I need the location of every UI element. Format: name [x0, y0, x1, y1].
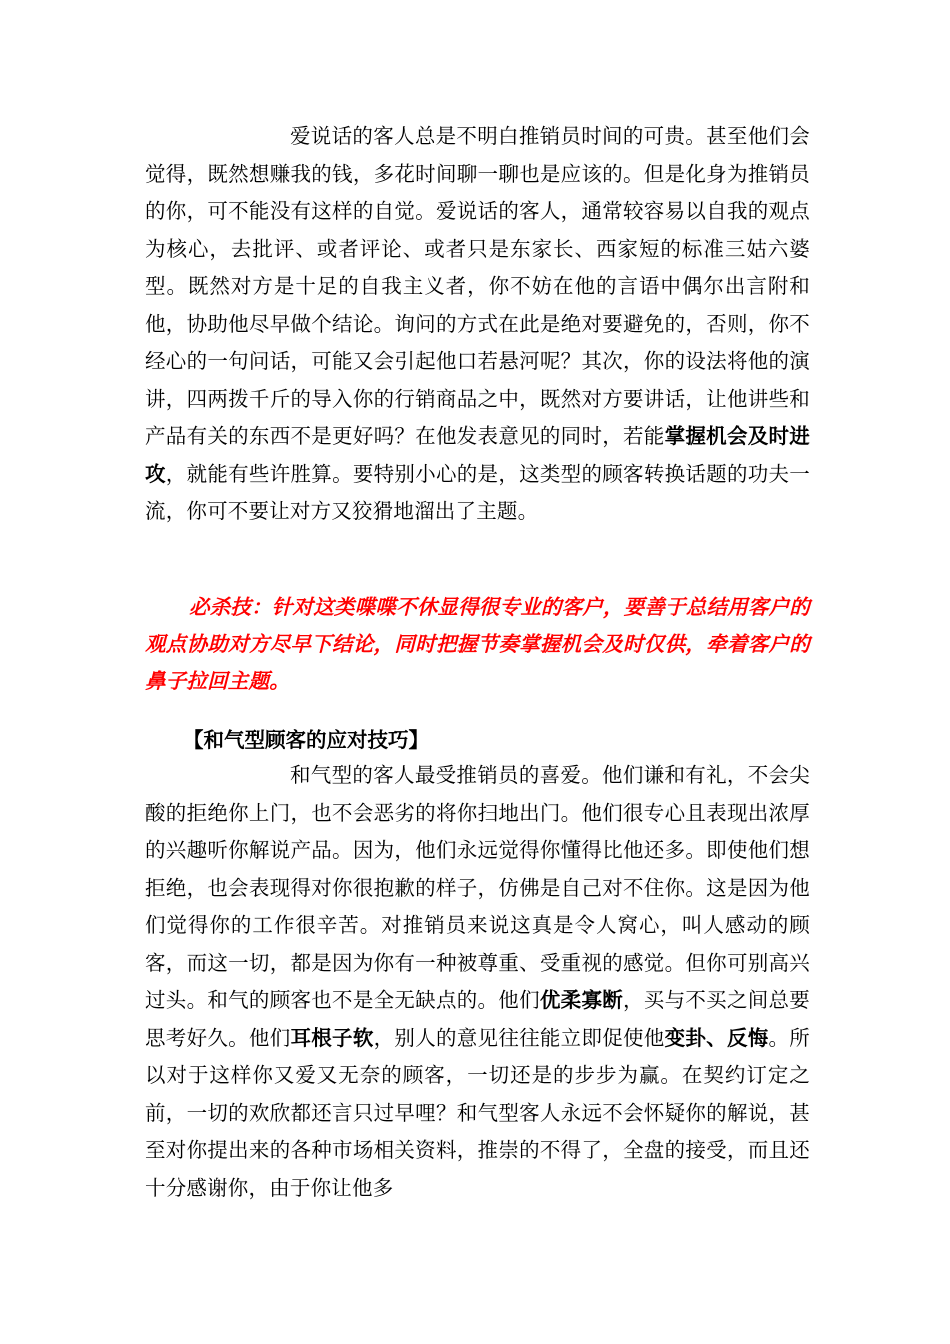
paragraph-talkative-customer	[145, 118, 810, 531]
paragraph-text: 。所以对于这样你又爱又无奈的顾客，一切还是的步步为赢。在契约订定之前，一切的欢欣都还言只过早哩？和气型客人永远不会怀疑你的解说，甚至对你提出来的各种市场相关资料，推崇的不得了，全盘的接受，而且还十分感谢你，由于你让他多	[145, 1025, 810, 1200]
section-heading: 【和气型顾客的应对技巧】	[183, 728, 429, 752]
paragraph-friendly-customer	[145, 757, 810, 1207]
paragraph-text: ，就能有些许胜算。要特别小心的是，这类型的顾客转换话题的功夫一流，你可不要让对方又狡猾地溜出了主题。	[145, 461, 811, 523]
paragraph-text: 和气型的客人最受推销员的喜爱。他们谦和有礼，不会尖酸的拒绝你上门，也不会恶劣的将你扫地出门。他们很专心且表现出浓厚的兴趣听你解说产品。因为，他们永远觉得你懂得比他还多。即使他们想拒绝，也会表现得对你很抱歉的样子，仿佛是自己对不住你。这是因为他们觉得你的工作很辛苦。对推销员来说这真是令人窝心，叫人感动的顾客，而这一切，都是因为你有一种被尊重、受重视的感觉。但你可别高兴过头。和气的顾客也不是全无缺点的。他们	[145, 763, 810, 1012]
bold-phrase: 变卦、反悔	[664, 1025, 769, 1050]
paragraph-text: ，别人的意见往往能立即促使他	[373, 1025, 665, 1050]
bold-phrase: 耳根子软	[290, 1025, 374, 1050]
paragraph-text: 爱说话的客人总是不明白推销员时间的可贵。甚至他们会觉得，既然想赚我的钱，多花时间聊一聊也是应该的。但是化身为推销员的你，可不能没有这样的自觉。爱说话的客人，通常较容易以自我的观点为核心，去批评、或者评论、或者只是东家长、西家短的标准三姑六婆型。既然对方是十足的自我主义者，你不妨在他的言语中偶尔出言附和他，协助他尽早做个结论。询问的方式在此是绝对要避免的，否则，你不经心的一句问话，可能又会引起他口若悬河呢？其次，你的设法将他的演讲，四两拨千斤的导入你的行销商品之中，既然对方要讲话，让他讲些和产品有关的东西不是更好吗？在他发表意见的同时，若能	[145, 124, 810, 448]
bold-phrase: 掌握机会及时进攻	[145, 424, 810, 486]
paragraph-text: ，买与不买之间总要思考好久。他们	[145, 988, 810, 1050]
killer-tip-paragraph: 必杀技：针对这类喋喋不休显得很专业的客户，要善于总结用客户的观点协助对方尽早下结论，同时把握节奏掌握机会及时仅供，牵着客户的鼻子拉回主题。	[145, 595, 810, 693]
bold-phrase: 优柔寡断	[539, 988, 624, 1012]
